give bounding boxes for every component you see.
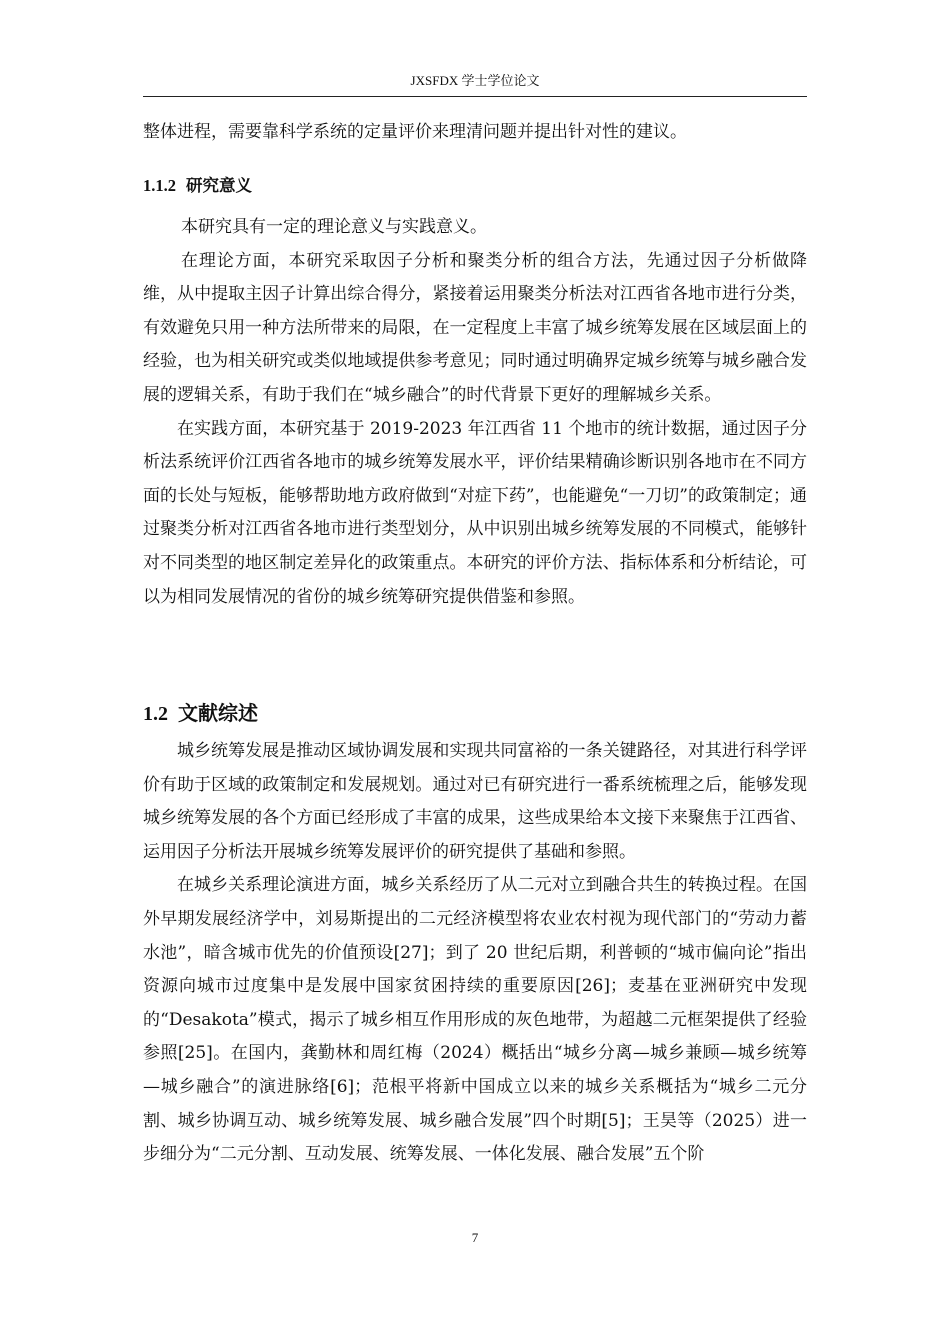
page-number: 7 (471, 1230, 479, 1245)
section-title: 研究意义 (186, 176, 252, 195)
running-header: JXSFDX 学士学位论文 (410, 73, 540, 88)
paragraph-continued-text: 整体进程，需要靠科学系统的定量评价来理清问题并提出针对性的建议。 (143, 122, 687, 142)
section-1-1-2-body (143, 211, 807, 614)
section-heading-1-1-2 (143, 172, 807, 196)
paragraph: 在理论方面，本研究采取因子分析和聚类分析的组合方法，先通过因子分析做降维，从中提取主因子计算出综合得分，紧接着运用聚类分析法对江西省各地市进行分类，有效避免只用一种方法所带来的局限，在一定程度上丰富了城乡统筹发展在区域层面上的经验，也为相关研究或类似地域提供参考意见；同时通过明确界定城乡统筹与城乡融合发展的逻辑关系，有助于我们在“城乡融合”的时代背景下更好的理解城乡关系。 (143, 250, 807, 405)
section-title: 文献综述 (178, 701, 258, 725)
section-heading-1-2 (143, 697, 807, 726)
continued-paragraph (143, 116, 807, 150)
paragraph: 在实践方面，本研究基于 2019-2023 年江西省 11 个地市的统计数据，通过因子分析法系统评价江西省各地市的城乡统筹发展水平，评价结果精确诊断识别各地市在不同方面的长处与短板，能够帮助地方政府做到“对症下药”，也能避免“一刀切”的政策制定；通过聚类分析对江西省各地市进行类型划分，从中识别出城乡统筹发展的不同模式，能够针对不同类型的地区制定差异化的政策重点。本研究的评价方法、指标体系和分析结论，可以为相同发展情况的省份的城乡统筹研究提供借鉴和参照。 (143, 418, 807, 607)
section-number: 1.2 (143, 703, 168, 725)
paragraph: 城乡统筹发展是推动区域协调发展和实现共同富裕的一条关键路径，对其进行科学评价有助于区域的政策制定和发展规划。通过对已有研究进行一番系统梳理之后，能够发现城乡统筹发展的各个方面已经形成了丰富的成果，这些成果给本文接下来聚焦于江西省、运用因子分析法开展城乡统筹发展评价的研究提供了基础和参照。 (143, 741, 807, 862)
section-number: 1.1.2 (143, 176, 176, 195)
paragraph: 本研究具有一定的理论意义与实践意义。 (181, 217, 487, 237)
paragraph: 在城乡关系理论演进方面，城乡关系经历了从二元对立到融合共生的转换过程。在国外早期发展经济学中，刘易斯提出的二元经济模型将农业农村视为现代部门的“劳动力蓄水池”，暗含城市优先的价值预设[27]；到了 20 世纪后期，利普顿的“城市偏向论”指出资源向城市过度集中是发展中国家贫困持续的重要原因[26]；麦基在亚洲研究中发现的“Desakota”模式，揭示了城乡相互作用形成的灰色地带，为超越二元框架提供了经验参照[25]。在国内，龚勤林和周红梅（2024）概括出“城乡分离—城乡兼顾—城乡统筹—城乡融合”的演进脉络[6]；范根平将新中国成立以来的城乡关系概括为“城乡二元分割、城乡协调互动、城乡统筹发展、城乡融合发展”四个时期[5]；王昊等（2025）进一步细分为“二元分割、互动发展、统筹发展、一体化发展、融合发展”五个阶 (143, 875, 807, 1165)
section-1-2-body (143, 735, 807, 1172)
header-rule (143, 96, 807, 97)
